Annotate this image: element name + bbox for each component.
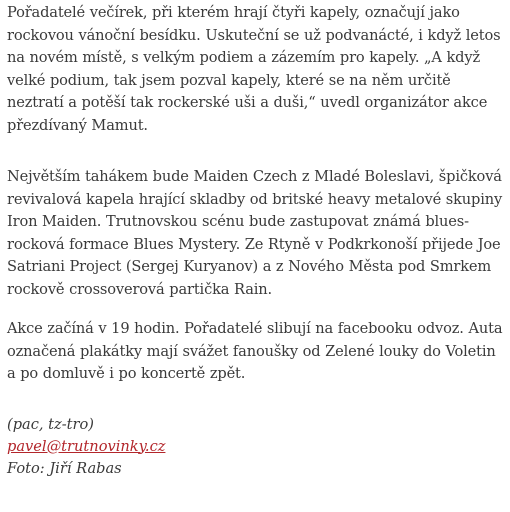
- article-credits: [7, 414, 507, 480]
- text-line: přezdívaný Mamut.: [7, 116, 148, 134]
- text-line: Největším tahákem bude Maiden Czech z Mladé Boleslavi, špičková: [7, 168, 502, 185]
- author-email-link[interactable]: pavel@trutnovinky.cz: [7, 437, 166, 455]
- article-paragraph-2: [7, 166, 507, 301]
- source-agencies: (pac, tz-tro): [7, 415, 94, 433]
- text-line: revivalová kapela hrající skladby od britské heavy metalové skupiny: [7, 190, 503, 208]
- text-line: Iron Maiden. Trutnovskou scénu bude zastupovat známá blues-: [7, 213, 469, 230]
- author-email-line: [7, 436, 507, 458]
- text-line: rocková formace Blues Mystery. Ze Rtyně v Podkrkonoší přijede Joe: [7, 235, 501, 253]
- text-line: neztratí a potěší tak rockerské uši a duši,“ uvedl organizátor akce: [7, 94, 488, 111]
- article-paragraph-3: [7, 318, 507, 386]
- text-line: a po domluvě i po koncertě zpět.: [7, 365, 246, 382]
- text-line: rockovou vánoční besídku. Uskuteční se už podvanácté, i když letos: [7, 26, 501, 44]
- text-line: označená plakátky mají svážet fanoušky od Zelené louky do Voletin: [7, 342, 496, 360]
- text-line: velké podium, tak jsem pozval kapely, které se na něm určitě: [7, 71, 451, 89]
- photo-credit: Foto: Jiří Rabas: [7, 459, 122, 477]
- text-line: rockově crossoverová partička Rain.: [7, 280, 272, 298]
- text-line: Akce začíná v 19 hodin. Pořadatelé slibují na facebooku odvoz. Auta: [7, 320, 503, 337]
- article-paragraph-1: [7, 2, 507, 137]
- text-line: Pořadatelé večírek, při kterém hrají čtyři kapely, označují jako: [7, 4, 460, 21]
- text-line: na novém místě, s velkým podiem a zázemím pro kapely. „A když: [7, 49, 481, 66]
- text-line: Satriani Project (Sergej Kuryanov) a z Nového Města pod Smrkem: [7, 258, 492, 275]
